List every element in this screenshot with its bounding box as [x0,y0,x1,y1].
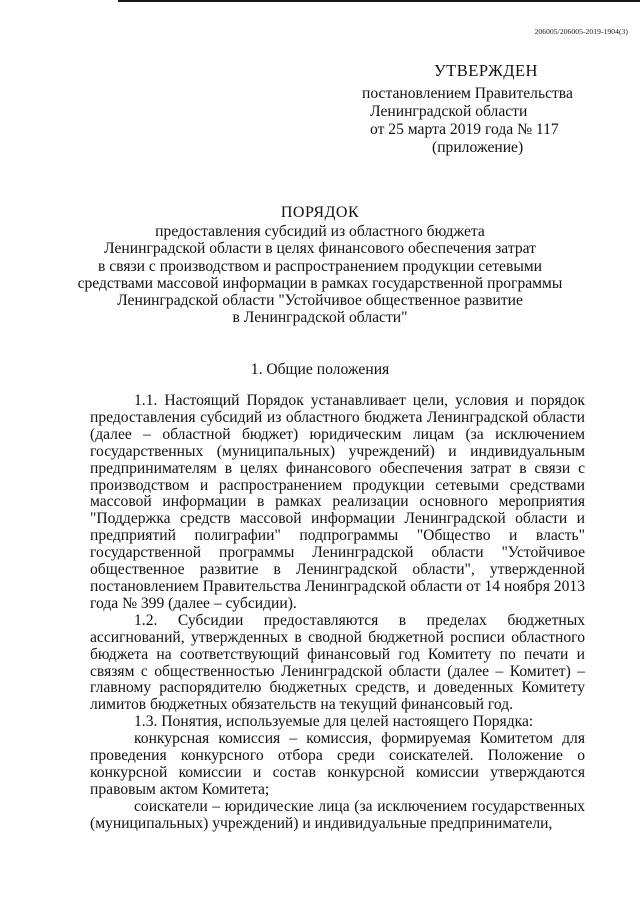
document-title: ПОРЯДОК [280,204,360,221]
top-rule [118,0,640,2]
subtitle-line: предоставления субсидий из областного бюджета [155,223,485,241]
approval-heading: УТВЕРЖДЕН [434,61,538,80]
approval-line-2: Ленинградской области [370,103,528,120]
approval-line-1: постановлением Правительства [362,85,573,102]
subtitle-line: в связи с производством и распространением продукции сетевыми [97,257,543,275]
subtitle-line: Ленинградской области "Устойчивое общественное развитие [117,292,523,310]
approval-line-3: от 25 марта 2019 года № 117 [370,121,559,138]
paragraph-1-1: 1.1. Настоящий Порядок устанавливает цели, условия и порядок предоставления субсидий из областного бюджета Ленинградской области (далее – областной бюджет) юридическим лицам (за исключением государственных (муниципальных) учреждений) и индивидуальным предпринимателям в целях финансового обеспечения затрат в связи с производством и распространением продукции сетевыми средствами массовой информации в рамках реализации основного мероприятия "Поддержка средств массовой информации Ленинградской области и предприятий полиграфии" подпрограммы "Общество и власть" государственной программы Ленинградской области "Устойчивое общественное развитие в Ленинградской области", утвержденной постановлением Правительства Ленинградской области от 14 ноября 2013 года № 399 (далее – субсидии). [90,392,585,612]
paragraph-1-3: 1.3. Понятия, используемые для целей настоящего Порядка: [134,713,534,731]
subtitle-line: Ленинградской области в целях финансового обеспечения затрат [104,240,536,258]
approval-line-4: (приложение) [432,139,524,156]
paragraph-1-2: 1.2. Субсидии предоставляются в пределах бюджетных ассигнований, утвержденных в сводной бюджетной росписи областного бюджета на соответствующий финансовый год Комитету по печати и связям с общественностью Ленинградской области (далее – Комитет) – главному распорядителю бюджетных средств, и доведенных Комитету лимитов бюджетных обязательств на текущий финансовый год. [90,611,585,714]
subtitle-line: в Ленинградской области" [232,309,408,327]
document-code: 206005/206005-2019-1904(3) [534,27,628,36]
section-heading: 1. Общие положения [250,361,390,378]
definition-commission: конкурсная комиссия – комиссия, формируемая Комитетом для проведения конкурсного отбора среди соискателей. Положение о конкурсной комиссии и состав конкурсной комиссии утверждаются правовым актом Комитета; [90,730,585,798]
document-title-block [0,204,640,326]
definition-applicants: соискатели – юридические лица (за исключением государственных (муниципальных) учреждений) и индивидуальные предприниматели, [90,797,585,832]
subtitle-line: средствами массовой информации в рамках государственной программы [77,274,563,292]
document-body [90,393,585,833]
